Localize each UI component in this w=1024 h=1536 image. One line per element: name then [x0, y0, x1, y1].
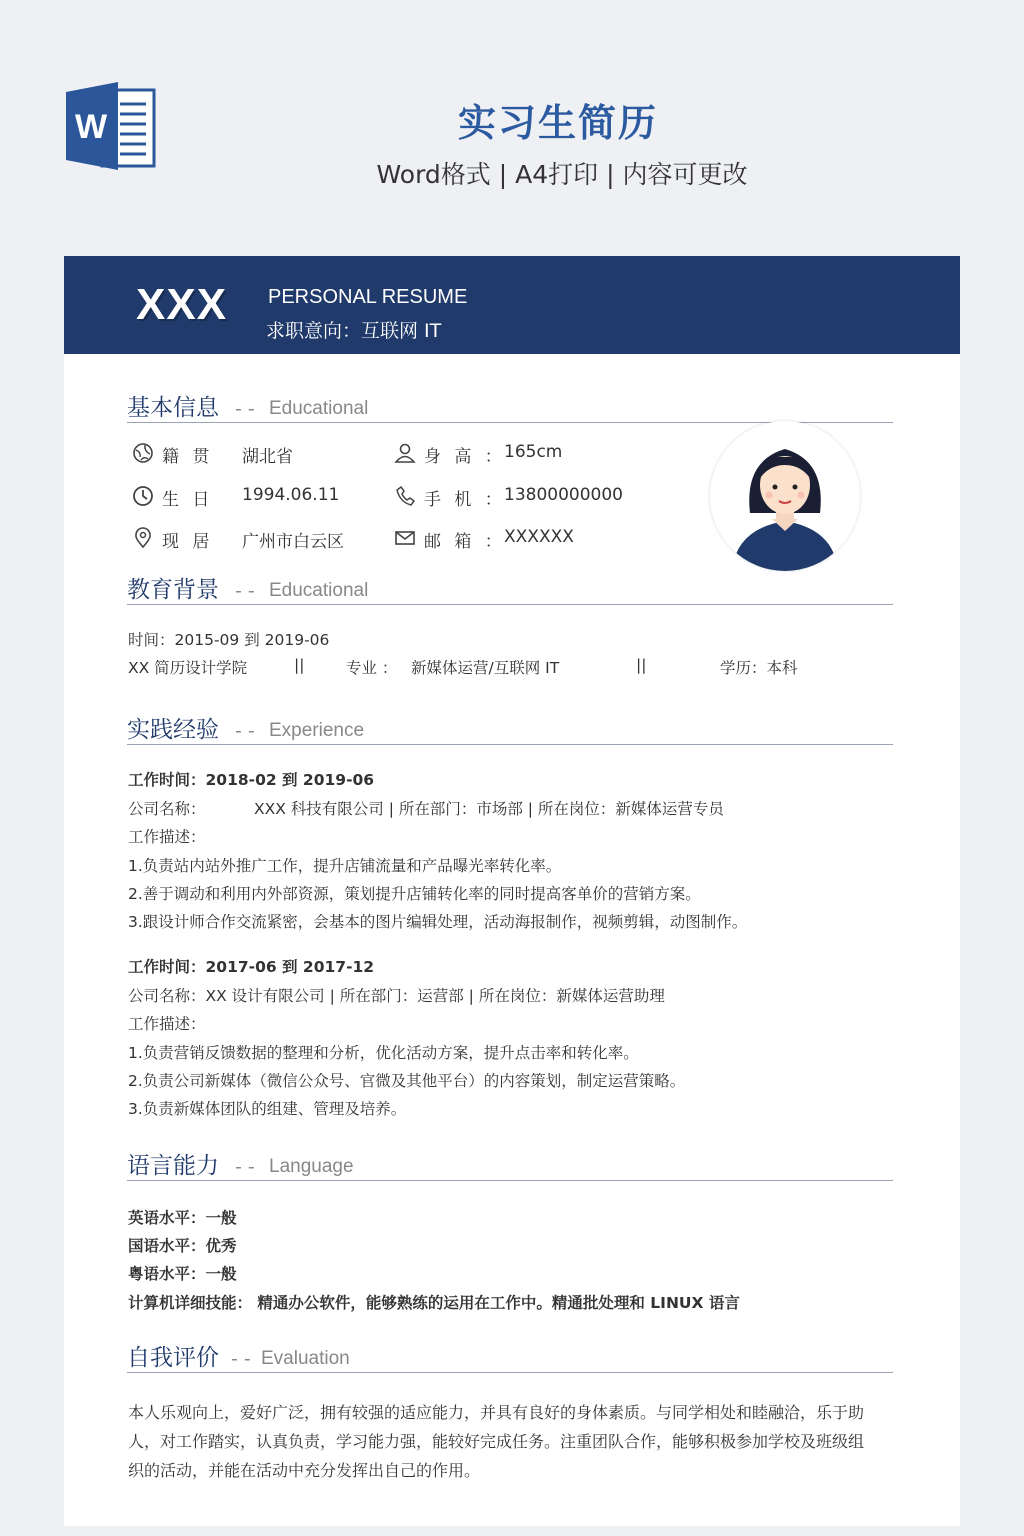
- computer-skill: 计算机详细技能： 精通办公软件，能够熟练的运用在工作中。精通批处理和 LINUX 语言: [128, 1294, 740, 1312]
- job2-desc-label: 工作描述：: [128, 1015, 206, 1033]
- job1-item: 2.善于调动和利用内外部资源，策划提升店铺转化率的同时提高客单价的营销方案。: [128, 885, 701, 903]
- job1-item: 1.负责站内站外推广工作，提升店铺流量和产品曝光率转化率。: [128, 857, 562, 875]
- resume-label: PERSONAL RESUME: [268, 286, 468, 308]
- person-icon: [394, 442, 416, 464]
- mail-icon: [394, 527, 416, 549]
- section-subtitle: Educational: [269, 580, 369, 601]
- location-pin-icon: [132, 527, 154, 549]
- hometown-value: 湖北省: [242, 447, 293, 467]
- section-education: [127, 570, 893, 605]
- section-language: [127, 1146, 893, 1181]
- info-residence: 现 居 广州市白云区: [132, 527, 392, 551]
- job1-desc-label: 工作描述：: [128, 828, 206, 846]
- job2-item: 2.负责公司新媒体（微信公众号、官微及其他平台）的内容策划，制定运营策略。: [128, 1072, 686, 1090]
- height-value: 165cm: [504, 442, 563, 462]
- residence-value: 广州市白云区: [242, 532, 344, 552]
- job1-time: 工作时间：2018-02 到 2019-06: [128, 771, 375, 789]
- job-intent: 求职意向：互联网 IT: [266, 320, 442, 342]
- evaluation-line: 织的活动，并能在活动中充分发挥出自己的作用。: [128, 1461, 481, 1480]
- education-major-label: 专业 ：: [346, 659, 398, 677]
- section-subtitle: Evaluation: [261, 1348, 350, 1369]
- education-school: XX 简历设计学院: [128, 659, 248, 677]
- avatar: [710, 421, 860, 571]
- section-title: 基本信息: [127, 395, 219, 421]
- section-dash: - -: [235, 398, 255, 420]
- section-basic-info: [127, 388, 893, 423]
- section-subtitle: Experience: [269, 720, 365, 741]
- phone-value: 13800000000: [504, 485, 623, 505]
- page-title: 实习生简历: [457, 101, 658, 145]
- section-title: 自我评价: [127, 1345, 219, 1371]
- education-time: 时间：2015-09 到 2019-06: [128, 631, 330, 649]
- job1-company: XXX 科技有限公司 | 所在部门：市场部 | 所在岗位：新媒体运营专员: [254, 800, 724, 818]
- job1-company-label: 公司名称：: [128, 800, 206, 818]
- clock-icon: [132, 485, 154, 507]
- section-dash: - -: [235, 720, 255, 742]
- phone-icon: [394, 485, 416, 507]
- section-dash: - -: [235, 1156, 255, 1178]
- applicant-name: XXX: [136, 280, 228, 329]
- section-dash: - -: [231, 1348, 251, 1370]
- section-title: 语言能力: [127, 1153, 219, 1179]
- section-evaluation: [127, 1338, 893, 1373]
- birth-value: 1994.06.11: [242, 485, 340, 505]
- language-item: 粤语水平：一般: [128, 1265, 237, 1283]
- job2-item: 1.负责营销反馈数据的整理和分析，优化活动方案，提升点击率和转化率。: [128, 1044, 639, 1062]
- section-experience: [127, 710, 893, 745]
- evaluation-line: 本人乐观向上，爱好广泛，拥有较强的适应能力，并具有良好的身体素质。与同学相处和睦融洽，乐于助: [128, 1403, 865, 1422]
- word-logo-letter: W: [74, 108, 108, 146]
- job2-time: 工作时间：2017-06 到 2017-12: [128, 958, 375, 976]
- education-degree: 学历：本科: [720, 659, 798, 677]
- info-hometown: 籍 贯 湖北省: [132, 442, 392, 466]
- email-value: XXXXXX: [504, 527, 574, 547]
- section-subtitle: Educational: [269, 398, 369, 419]
- job2-company: 公司名称：XX 设计有限公司 | 所在部门：运营部 | 所在岗位：新媒体运营助理: [128, 987, 665, 1005]
- info-phone: 手 机 ： 13800000000: [394, 485, 694, 509]
- resume-header: [64, 256, 960, 354]
- section-dash: - -: [235, 580, 255, 602]
- section-title: 教育背景: [127, 577, 219, 603]
- job2-item: 3.负责新媒体团队的组建、管理及培养。: [128, 1100, 407, 1118]
- section-subtitle: Language: [269, 1156, 354, 1177]
- language-item: 国语水平：优秀: [128, 1237, 237, 1255]
- education-major: 新媒体运营/互联网 IT: [411, 659, 560, 677]
- info-height: 身 高 ： 165cm: [394, 442, 694, 466]
- evaluation-line: 人，对工作踏实，认真负责，学习能力强，能较好完成任务。注重团队合作，能够积极参加学校及班级组: [128, 1432, 865, 1451]
- language-item: 英语水平：一般: [128, 1209, 237, 1227]
- education-separator: ||: [636, 656, 647, 674]
- info-email: 邮 箱 ： XXXXXX: [394, 527, 694, 551]
- info-birth: 生 日 1994.06.11: [132, 485, 392, 509]
- page-subtitle: Word格式 | A4打印 | 内容可更改: [376, 160, 748, 189]
- job1-item: 3.跟设计师合作交流紧密，会基本的图片编辑处理，活动海报制作，视频剪辑，动图制作。: [128, 913, 748, 931]
- section-title: 实践经验: [127, 717, 219, 743]
- education-separator: ||: [294, 656, 305, 674]
- globe-icon: [132, 442, 154, 464]
- resume-sheet: [64, 256, 960, 1526]
